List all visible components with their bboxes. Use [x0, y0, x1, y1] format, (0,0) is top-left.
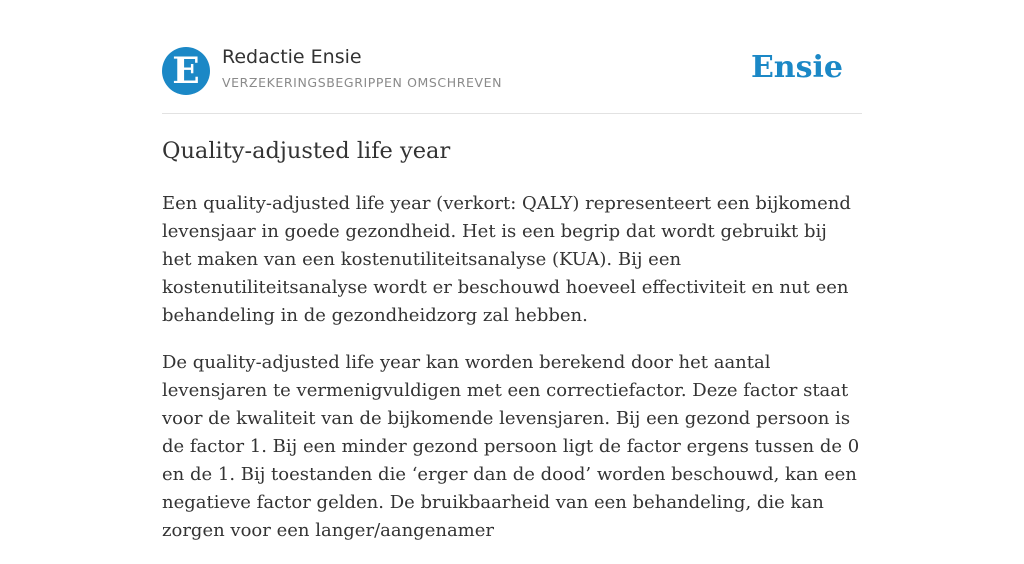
header	[162, 0, 862, 114]
article-body	[162, 190, 862, 564]
article-title: Quality-adjusted life year	[162, 138, 451, 164]
author-subtitle: VERZEKERINGSBEGRIPPEN OMSCHREVEN	[222, 75, 503, 90]
author-avatar[interactable]: E	[162, 47, 210, 95]
brand-logo[interactable]: Ensie	[750, 50, 843, 85]
content-container	[162, 0, 862, 541]
paragraph: De quality-adjusted life year kan worden berekend door het aantal levensjaren te vermenigvuldigen met een correctiefactor. Deze factor staat voor de kwaliteit van de bijkomende levensjaren. Bij een gezond persoon is de factor 1. Bij een minder gezond persoon ligt de factor ergens tussen de 0 en de 1. Bij toestanden die ‘erger dan de dood’ worden beschouwd, kan een negatieve factor gelden. De bruikbaarheid van een behandeling, die kan zorgen voor een langer/aangenamer	[162, 352, 860, 541]
author-name[interactable]: Redactie Ensie	[222, 46, 362, 68]
paragraph: Een quality-adjusted life year (verkort: QALY) representeert een bijkomend levensjaar in goede gezondheid. Het is een begrip dat wordt gebruikt bij het maken van een kostenutiliteitsanalyse (KUA). Bij een kostenutiliteitsanalyse wordt er beschouwd hoeveel effectiviteit en nut een behandeling in de gezondheidzorg zal hebben.	[162, 193, 851, 326]
